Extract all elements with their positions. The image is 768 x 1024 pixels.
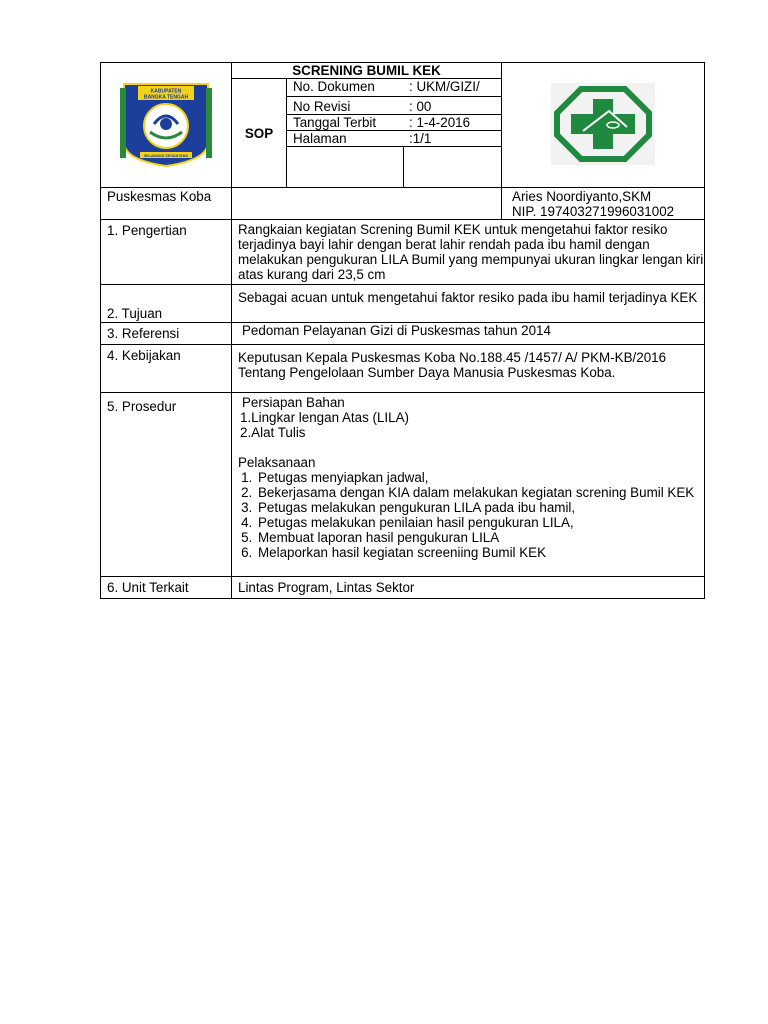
section-text-kebijakan: Keputusan Kepala Puskesmas Koba No.188.45 /1457/ A/ PKM-KB/2016 Tentang Pengelolaan Sumber Daya Manusia Puskesmas Koba.	[232, 345, 705, 393]
pelaksanaan-list	[238, 470, 704, 560]
signature-blank	[232, 188, 502, 220]
persiapan-item-2: 2.Alat Tulis	[240, 425, 306, 440]
section-label-unit-terkait: 6. Unit Terkait	[101, 577, 232, 599]
section-label-prosedur: 5. Prosedur	[101, 393, 232, 577]
section-text-pengertian: Rangkaian kegiatan Screning Bumil KEK untuk mengetahui faktor resiko terjadinya bayi lahir dengan berat lahir rendah pada ibu hamil dengan melakukan pengukuran LILA Bumil yang mempunyai ukuran lingkar lengan kiri atas kurang dari 23,5 cm	[232, 220, 705, 285]
section-label-kebijakan: 4. Kebijakan	[101, 345, 232, 393]
pelaksanaan-item: 3. Petugas melakukan pengukuran LILA pada ibu hamil,	[256, 500, 704, 515]
no-revisi-value: : 00	[403, 97, 501, 115]
section-label-referensi: 3. Referensi	[101, 323, 232, 345]
doc-info-blank-right	[403, 147, 501, 188]
logo-text-bangka-tengah: BANGKA TENGAH	[143, 94, 189, 100]
document-title: SCRENING BUMIL KEK	[232, 63, 502, 79]
section-text-unit-terkait: Lintas Program, Lintas Sektor	[232, 577, 705, 599]
pelaksanaan-item: 6. Melaporkan hasil kegiatan screeniing Bumil KEK	[256, 545, 704, 560]
logo-right-cell	[502, 63, 705, 188]
doc-info-blank-left	[287, 147, 403, 188]
halaman-label: Halaman	[287, 131, 403, 147]
tanggal-terbit-value: : 1-4-2016	[403, 115, 501, 131]
tanggal-terbit-label: Tanggal Terbit	[287, 115, 403, 131]
pelaksanaan-title: Pelaksanaan	[238, 455, 316, 470]
section-text-referensi: Pedoman Pelayanan Gizi di Puskesmas tahun 2014	[232, 323, 705, 345]
no-revisi-label: No Revisi	[287, 97, 403, 115]
pelaksanaan-item: 1. Petugas menyiapkan jadwal,	[256, 470, 704, 485]
pelaksanaan-item: 4. Petugas melakukan penilaian hasil pengukuran LILA,	[256, 515, 704, 530]
halaman-value: :1/1	[403, 131, 501, 147]
signatory-nip: NIP. 197403271996031002	[512, 204, 675, 219]
no-dokumen-value: : UKM/GIZI/	[403, 79, 501, 97]
signatory-name: Aries Noordiyanto,SKM	[512, 189, 652, 204]
sop-document-table	[100, 62, 705, 599]
no-dokumen-label: No. Dokumen	[287, 79, 403, 97]
section-label-tujuan: 2. Tujuan	[101, 285, 232, 323]
puskesmas-logo	[551, 83, 655, 165]
bangka-tengah-logo	[120, 80, 212, 168]
persiapan-title: Persiapan Bahan	[242, 395, 345, 410]
section-text-prosedur	[232, 393, 705, 577]
section-label-pengertian: 1. Pengertian	[101, 220, 232, 285]
signature-block	[502, 188, 705, 220]
logo-text-motto: SELAWANG SEGANTANG	[143, 153, 189, 158]
logo-text-kabupaten: KABUPATEN	[150, 88, 182, 94]
document-info-table	[287, 79, 501, 187]
section-text-tujuan: Sebagai acuan untuk mengetahui faktor resiko pada ibu hamil terjadinya KEK	[232, 285, 705, 323]
pelaksanaan-item: 5. Membuat laporan hasil pengukuran LILA	[256, 530, 704, 545]
document-info-cell	[287, 79, 502, 188]
logo-left-cell	[101, 63, 232, 188]
puskesmas-name: Puskesmas Koba	[101, 188, 232, 220]
pelaksanaan-item: 2. Bekerjasama dengan KIA dalam melakukan kegiatan screning Bumil KEK	[256, 485, 704, 500]
persiapan-item-1: 1.Lingkar lengan Atas (LILA)	[240, 410, 409, 425]
sop-label: SOP	[232, 79, 287, 188]
